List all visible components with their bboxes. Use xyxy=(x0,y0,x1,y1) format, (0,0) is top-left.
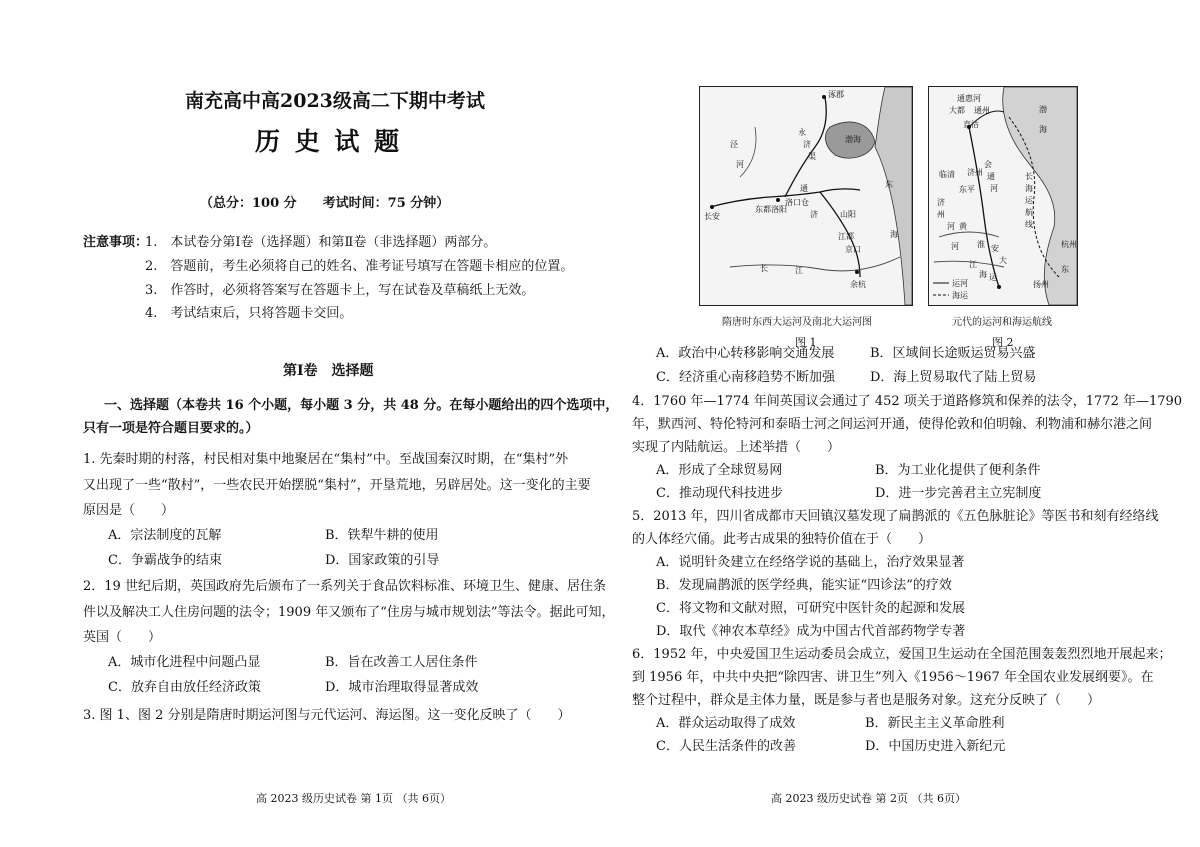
notice-item: 2. 答题前，考生必须将自己的姓名、准考证号填写在答题卡相应的位置。 xyxy=(145,259,574,274)
map-place-label: 通 xyxy=(800,184,808,193)
option-c: C．争霸战争的结束 xyxy=(108,553,222,568)
option-c: C．将文物和文献对照，可研究中医针灸的起源和发展 xyxy=(656,601,965,616)
notice-label: 注意事项： xyxy=(83,235,149,250)
question-stem: 年，默西河、特伦特河和泰晤士河之间运河开通，使得伦敦和伯明翰、利物浦和赫尔港之间 xyxy=(632,417,1153,432)
figure-1-map xyxy=(699,86,913,306)
question-stem: 4．1760 年—1774 年间英国议会通过了 452 项关于道路修筑和保养的法令，1772 年—1790 xyxy=(632,394,1183,409)
section-instructions: 只有一项是符合题目要求的。） xyxy=(83,421,259,436)
option-c: C．推动现代科技进步 xyxy=(656,486,783,501)
figure-2-caption: 元代的运河和海运航线 xyxy=(952,317,1052,328)
map-place-label: 淮 xyxy=(977,240,985,249)
option-b: B．旨在改善工人居住条件 xyxy=(325,655,478,670)
map-place-label: 河 xyxy=(951,242,959,251)
question-stem: 的人体经穴俑。此考古成果的独特价值在于（ ） xyxy=(632,532,932,547)
option-b: B．发现扁鹊派的医学经典，能实证“四诊法”的疗效 xyxy=(656,578,952,593)
exam-meta: （总分：100 分 考试时间：75 分钟） xyxy=(200,196,450,211)
map-place-label: 东 xyxy=(1061,265,1069,274)
map-place-label: 河 xyxy=(736,160,744,169)
section-title: 第Ⅰ卷 选择题 xyxy=(283,363,374,379)
question-stem: 5．2013 年，四川省成都市天回镇汉墓发现了扁鹊派的《五色脉脏论》等医书和刻有经络线 xyxy=(632,509,1159,524)
option-b: B．新民主主义革命胜利 xyxy=(865,716,1005,731)
option-a: A．形成了全球贸易网 xyxy=(656,463,783,478)
question-stem: 3. 图 1、图 2 分别是隋唐时期运河图与元代运河、海运图。这一变化反映了（ ） xyxy=(83,708,571,723)
map-place-label: 线 xyxy=(1025,220,1033,229)
map-legend-label: 海运 xyxy=(952,291,968,300)
map-place-label: 通州 xyxy=(974,106,990,115)
map-place-label: 通 xyxy=(987,172,995,181)
option-c: C．经济重心南移趋势不断加强 xyxy=(656,370,835,385)
option-c: C．放弃自由放任经济政策 xyxy=(108,680,261,695)
question-stem: 又出现了一些“散村”，一些农民开始摆脱“集村”，开垦荒地，另辟居处。这一变化的主要 xyxy=(83,478,591,493)
option-a: A．政治中心转移影响交通发展 xyxy=(656,346,835,361)
page-title: 历 史 试 题 xyxy=(255,127,403,156)
map-place-label: 长 xyxy=(1025,172,1033,181)
map-place-label: 长安 xyxy=(704,212,720,221)
map-place-label: 直沽 xyxy=(963,120,979,129)
option-c: C．人民生活条件的改善 xyxy=(656,739,796,754)
map-place-label: 州 xyxy=(937,210,945,219)
map-place-label: 济州 xyxy=(967,168,983,177)
map-place-label: 东 xyxy=(885,180,893,189)
map-place-label: 海 xyxy=(1039,125,1047,134)
map-place-label: 山阳 xyxy=(840,210,856,219)
map-place-label: 济 xyxy=(937,198,945,207)
map-place-label: 长 xyxy=(760,264,768,273)
map-place-label: 扬州 xyxy=(1033,280,1049,289)
page-footer-left: 高 2023 级历史试卷 第 1页 （共 6页） xyxy=(256,792,451,805)
map-place-label: 永 xyxy=(798,128,806,137)
option-d: D．进一步完善君主立宪制度 xyxy=(875,486,1042,501)
map-place-label: 杭州 xyxy=(1061,240,1077,249)
question-stem: 原因是（ ） xyxy=(83,503,175,518)
map-place-label: 江都 xyxy=(838,232,854,241)
map-place-label: 临清 xyxy=(939,170,955,179)
map-place-label: 济 xyxy=(803,140,811,149)
map-place-label: 河 xyxy=(990,184,998,193)
question-stem: 到 1956 年，中共中央把“除四害、讲卫生”列入《1956～1967 年全国农业发展纲要》。在 xyxy=(632,670,1154,685)
map-place-label: 海 xyxy=(979,270,987,279)
map-place-label: 运 xyxy=(1025,196,1033,205)
map-place-label: 渤海 xyxy=(845,135,861,144)
question-stem: 件以及解决工人住房问题的法令；1909 年又颁布了“住房与城市规划法”等法令。据此可知， xyxy=(83,605,615,620)
map-place-label: 黄 xyxy=(959,222,967,231)
map-place-label: 海 xyxy=(890,230,898,239)
option-a: A．城市化进程中问题凸显 xyxy=(108,655,261,670)
question-stem: 6．1952 年，中央爱国卫生运动委员会成立，爱国卫生运动在全国范围轰轰烈烈地开展起来； xyxy=(632,647,1172,662)
map-place-label: 东平 xyxy=(959,185,975,194)
question-stem: 实现了内陆航运。上述举措（ ） xyxy=(632,440,841,455)
question-stem: 1. 先秦时期的村落，村民相对集中地聚居在“集村”中。至战国秦汉时期，在“集村”外 xyxy=(83,452,569,467)
option-d: D．海上贸易取代了陆上贸易 xyxy=(870,370,1037,385)
map-place-label: 涿郡 xyxy=(828,90,844,99)
option-d: D．中国历史进入新纪元 xyxy=(865,739,1006,754)
option-b: B．为工业化提供了便利条件 xyxy=(875,463,1041,478)
option-a: A．宗法制度的瓦解 xyxy=(108,528,222,543)
map-place-label: 运 xyxy=(989,273,997,282)
figure-2-map xyxy=(928,86,1078,306)
exam-title: 南充高中高2023级高二下期中考试 xyxy=(185,90,485,112)
option-d: D．取代《神农本草经》成为中国古代首部药物学专著 xyxy=(656,624,966,639)
figure-2-label: 图 2 xyxy=(992,336,1014,349)
map-place-label: 余杭 xyxy=(850,280,866,289)
map-place-label: 江 xyxy=(969,260,977,269)
map-place-label: 安 xyxy=(991,244,999,253)
map-place-label: 河 xyxy=(947,222,955,231)
map-place-label: 渤 xyxy=(1039,105,1047,114)
notice-item: 4. 考试结束后，只将答题卡交回。 xyxy=(145,306,353,321)
map-place-label: 江 xyxy=(795,266,803,275)
page-footer-right: 高 2023 级历史试卷 第 2页 （共 6页） xyxy=(771,792,966,805)
question-stem: 2．19 世纪后期，英国政府先后颁布了一系列关于食品饮料标准、环境卫生、健康、居住条 xyxy=(83,579,606,594)
map-place-label: 泾 xyxy=(730,140,738,149)
question-stem: 英国（ ） xyxy=(83,630,162,645)
option-a: A．说明针灸建立在经络学说的基础上，治疗效果显著 xyxy=(656,555,965,570)
map-place-label: 大都 xyxy=(949,106,965,115)
map-place-label: 东都洛阳 xyxy=(755,205,787,214)
map-legend-label: 运河 xyxy=(952,279,968,288)
section-instructions: 一、选择题（本卷共 16 个小题，每小题 3 分，共 48 分。在每小题给出的四个选项中， xyxy=(104,398,619,413)
map-place-label: 海 xyxy=(1025,184,1033,193)
map-place-label: 京口 xyxy=(845,245,861,254)
option-b: B．铁犁牛耕的使用 xyxy=(325,528,439,543)
figure-1-caption: 隋唐时东西大运河及南北大运河图 xyxy=(722,317,872,328)
map-place-label: 会 xyxy=(984,160,992,169)
map-place-label: 大 xyxy=(999,256,1007,265)
map-place-label: 济 xyxy=(810,210,818,219)
option-d: D．国家政策的引导 xyxy=(325,553,440,568)
option-b: B．区域间长途贩运贸易兴盛 xyxy=(870,346,1036,361)
notice-item: 3. 作答时，必须将答案写在答题卡上，写在试卷及草稿纸上无效。 xyxy=(145,283,535,298)
map-place-label: 通惠河 xyxy=(957,94,981,103)
map-place-label: 航 xyxy=(1025,208,1033,217)
figure-1-label: 图 1 xyxy=(795,336,817,349)
option-d: D．城市治理取得显著成效 xyxy=(325,680,479,695)
option-a: A．群众运动取得了成效 xyxy=(656,716,796,731)
map-place-label: 渠 xyxy=(808,152,816,161)
question-stem: 整个过程中，群众是主体力量，既是参与者也是服务对象。这充分反映了（ ） xyxy=(632,693,1101,708)
map-place-label: 洛口仓 xyxy=(785,198,809,207)
notice-item: 1. 本试卷分第Ⅰ卷（选择题）和第Ⅱ卷（非选择题）两部分。 xyxy=(145,235,497,250)
